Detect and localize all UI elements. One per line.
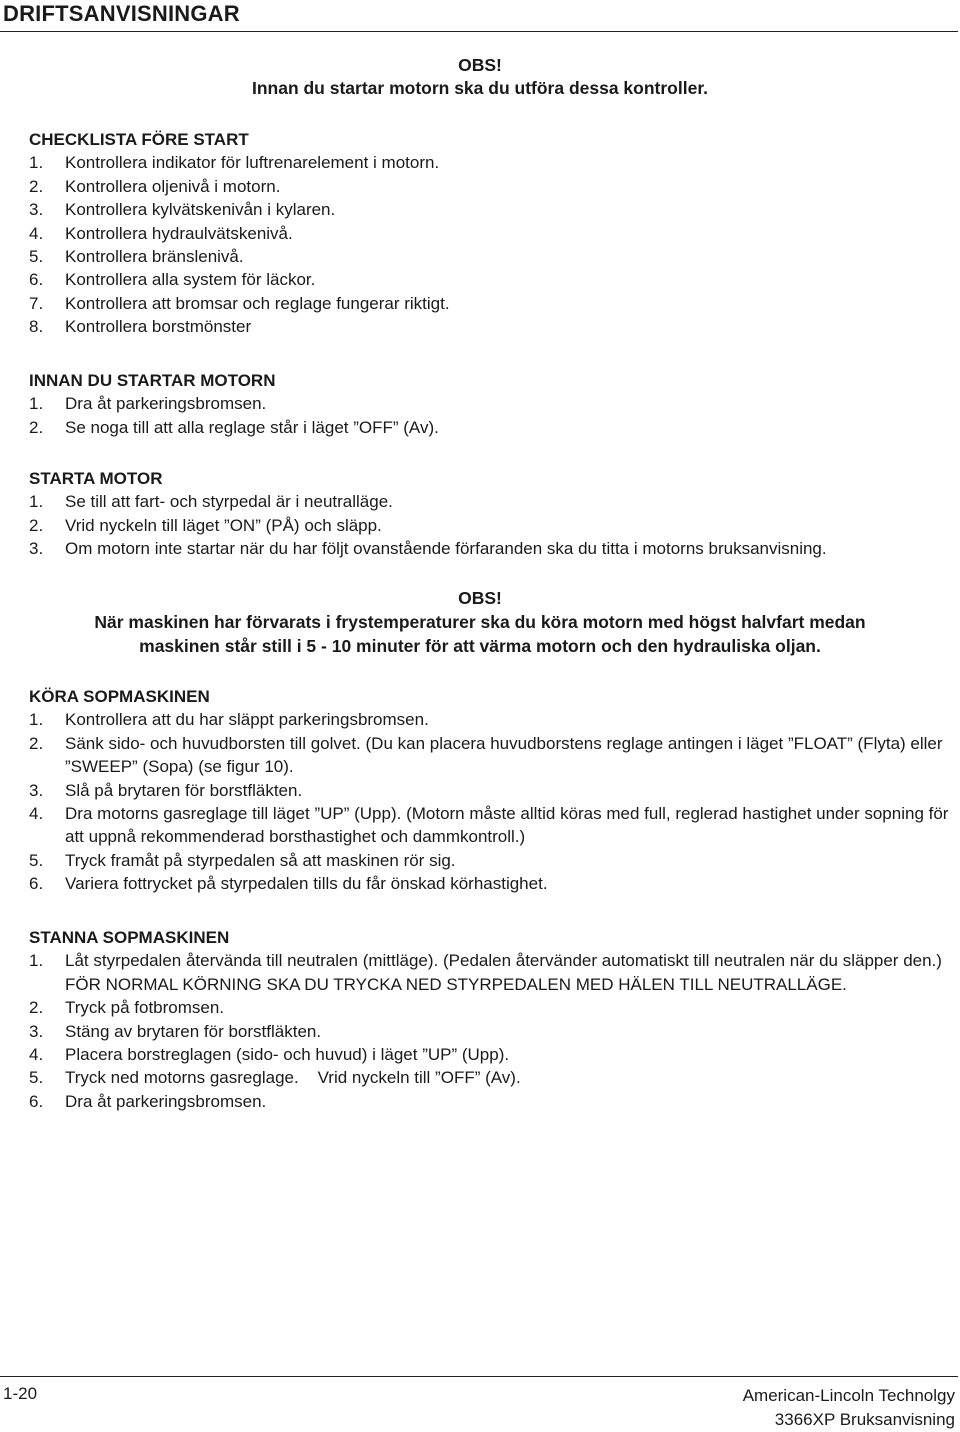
list-item (29, 779, 954, 802)
item-number: 3. (29, 1021, 44, 1041)
list-item (29, 1043, 954, 1066)
list-item (29, 708, 954, 731)
item-number: 1. (29, 951, 44, 971)
item-text: Variera fottrycket på styrpedalen tills du får önskad körhastighet. (65, 874, 548, 894)
item-text: Kontrollera indikator för luftrenarelement i motorn. (65, 153, 440, 173)
list-item (29, 732, 954, 779)
stop-section (29, 926, 954, 1113)
list-item (29, 416, 954, 439)
drive-section (29, 685, 954, 896)
list-item (29, 1020, 954, 1043)
item-number: 2. (29, 417, 44, 437)
list-item (29, 996, 954, 1019)
item-text: Tryck på fotbromsen. (65, 998, 225, 1018)
item-text: Kontrollera att du har släppt parkeringsbromsen. (65, 710, 429, 730)
item-number: 3. (29, 780, 44, 800)
list-item (29, 849, 954, 872)
notice-text-line1: När maskinen har förvarats i frystemperaturer ska du köra motorn med högst halvfart medan (94, 612, 866, 632)
list-item (29, 392, 954, 415)
notice-before-start (0, 54, 960, 100)
item-text: Kontrollera att bromsar och reglage fungerar riktigt. (65, 293, 450, 313)
list-item (29, 514, 954, 537)
item-text: Se noga till att alla reglage står i läget ”OFF” (Av). (65, 417, 439, 437)
section-heading: STARTA MOTOR (29, 469, 163, 488)
item-number: 6. (29, 1091, 44, 1111)
item-text: Se till att fart- och styrpedal är i neutralläge. (65, 492, 393, 512)
checklist-section (29, 128, 954, 339)
item-number: 2. (29, 176, 44, 196)
notice-text: Innan du startar motorn ska du utföra dessa kontroller. (251, 78, 709, 98)
item-text: Dra åt parkeringsbromsen. (65, 1091, 267, 1111)
footer-publisher (743, 1384, 955, 1432)
footer-company: American-Lincoln Technolgy (742, 1386, 955, 1405)
list-item (29, 1066, 954, 1089)
page-number: 1-20 (3, 1384, 38, 1403)
notice-heading: OBS! (458, 55, 502, 75)
item-text: Kontrollera alla system för läckor. (65, 270, 316, 290)
item-text: Kontrollera hydraulvätskenivå. (65, 223, 293, 243)
item-text: Tryck framåt på styrpedalen så att maskinen rör sig. (65, 850, 456, 870)
list-item (29, 198, 954, 221)
item-text: Kontrollera bränslenivå. (65, 247, 244, 267)
item-text: Om motorn inte startar när du har följt ovanstående förfaranden ska du titta i motorns bruksanvisning. (65, 539, 827, 559)
item-number: 4. (29, 223, 44, 243)
item-text: Kontrollera borstmönster (65, 317, 252, 337)
item-text: Vrid nyckeln till läget ”ON” (PÅ) och släpp. (65, 515, 382, 535)
list-item (29, 315, 954, 338)
list-item (29, 222, 954, 245)
item-number: 5. (29, 850, 44, 870)
list-item (29, 802, 954, 849)
item-number: 6. (29, 270, 44, 290)
page-title: DRIFTSANVISNINGAR (3, 1, 240, 26)
section-heading: STANNA SOPMASKINEN (29, 928, 230, 947)
item-number: 1. (29, 710, 44, 730)
item-number: 3. (29, 539, 44, 559)
list-item (29, 292, 954, 315)
item-number: 8. (29, 317, 44, 337)
item-number: 3. (29, 200, 44, 220)
list-item (29, 1090, 954, 1113)
item-number: 4. (29, 804, 44, 824)
notice-heading: OBS! (458, 588, 502, 608)
notice-freezing (0, 586, 960, 658)
item-number: 2. (29, 733, 44, 753)
start-engine-section (29, 467, 954, 561)
section-heading: CHECKLISTA FÖRE START (29, 130, 249, 149)
list-item (29, 175, 954, 198)
item-text: Låt styrpedalen återvända till neutralen (mittläge). (Pedalen återvänder automatiskt till neutralen när du släpper den.) FÖR NORMAL KÖRNING SKA DU TRYCKA NED STYRPEDALEN MED HÄLEN TILL NEUTRALLÄGE. (65, 951, 942, 994)
item-number: 7. (29, 293, 44, 313)
item-number: 4. (29, 1045, 44, 1065)
item-number: 6. (29, 874, 44, 894)
item-text: Placera borstreglagen (sido- och huvud) i läget ”UP” (Upp). (65, 1045, 510, 1065)
section-heading: KÖRA SOPMASKINEN (29, 687, 210, 706)
item-text: Slå på brytaren för borstfläkten. (65, 780, 303, 800)
item-number: 1. (29, 394, 44, 414)
item-text: Sänk sido- och huvudborsten till golvet. (Du kan placera huvudborstens reglage antingen i läget ”FLOAT” (Flyta) eller ”SWEEP” (Sopa) (se figur 10). (65, 733, 943, 777)
item-number: 1. (29, 153, 44, 173)
item-number: 1. (29, 492, 44, 512)
item-text: Kontrollera kylvätskenivån i kylaren. (65, 200, 336, 220)
item-text: Dra åt parkeringsbromsen. (65, 394, 267, 414)
item-text: Kontrollera oljenivå i motorn. (65, 176, 281, 196)
item-number: 2. (29, 515, 44, 535)
list-item (29, 872, 954, 895)
footer-divider (0, 1376, 958, 1377)
item-text: Stäng av brytaren för borstfläkten. (65, 1021, 322, 1041)
item-number: 5. (29, 1068, 44, 1088)
before-start-section (29, 369, 954, 439)
header-divider (0, 31, 958, 32)
item-number: 2. (29, 998, 44, 1018)
list-item (29, 490, 954, 513)
item-number: 5. (29, 247, 44, 267)
list-item (29, 268, 954, 291)
list-item (29, 151, 954, 174)
list-item (29, 245, 954, 268)
item-text: Dra motorns gasreglage till läget ”UP” (Upp). (Motorn måste alltid köras med full, reglerad hastighet under sopning för att uppnå rekommenderad borsthastighet och dammkontroll.) (65, 804, 949, 847)
footer-manual-title: 3366XP Bruksanvisning (774, 1410, 955, 1429)
section-heading: INNAN DU STARTAR MOTORN (29, 371, 276, 390)
notice-text-line2: maskinen står still i 5 - 10 minuter för att värma motorn och den hydrauliska oljan. (139, 636, 821, 656)
list-item (29, 537, 954, 560)
item-text: Tryck ned motorns gasreglage. Vrid nyckeln till ”OFF” (Av). (65, 1068, 521, 1088)
list-item (29, 949, 954, 996)
